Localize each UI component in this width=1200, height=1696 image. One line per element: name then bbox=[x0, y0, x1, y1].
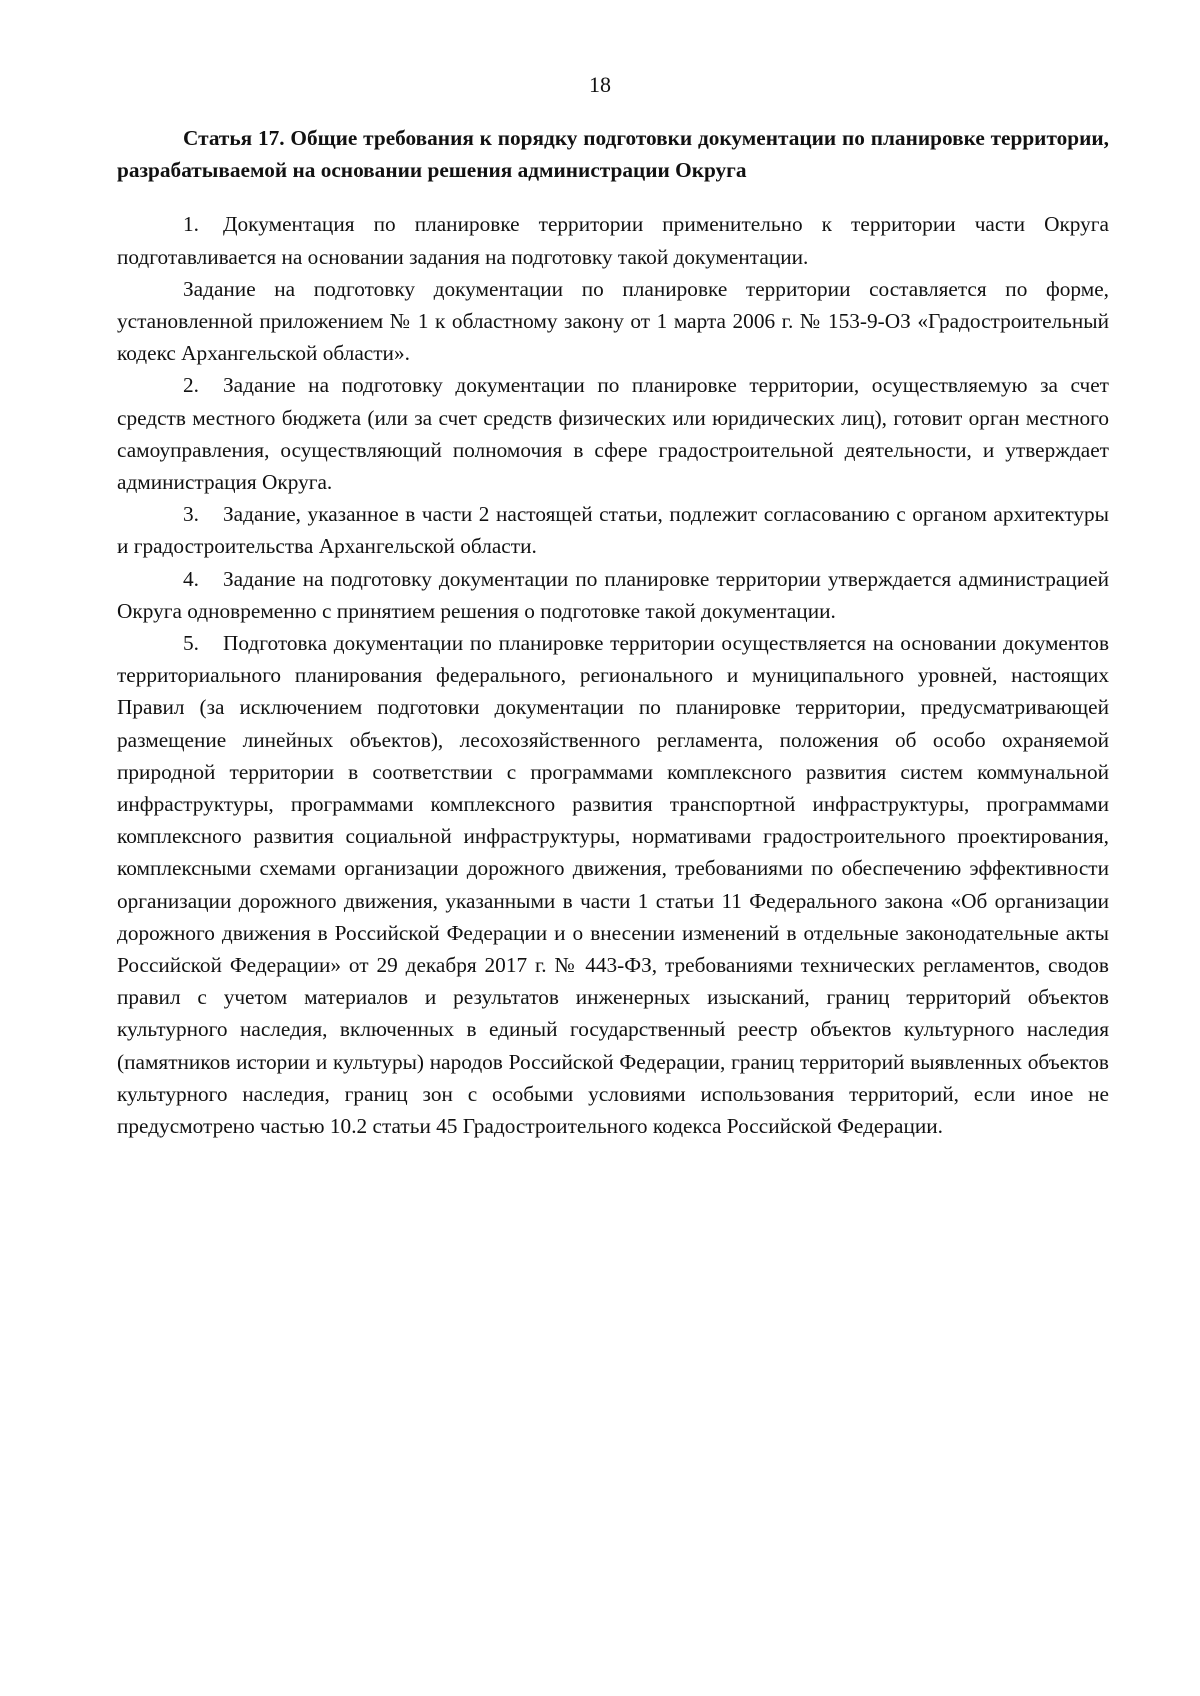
article-title: Статья 17. Общие требования к порядку подготовки документации по планировке территории, разрабатываемой на основании решения администрации Округа bbox=[117, 126, 1109, 183]
paragraph-number: 1. bbox=[183, 212, 199, 237]
paragraph-number: 2. bbox=[183, 373, 199, 398]
paragraph-text: Подготовка документации по планировке территории осуществляется на основании документов территориального планирования федерального, регионального и муниципального уровней, настоящих Правил (за исключением подготовки документации по планировке территории, предусматривающей размещение линейных объектов), лесохозяйственного регламента, положения об особо охраняемой природной территории в соответствии с программами комплексного развития систем коммунальной инфраструктуры, программами комплексного развития транспортной инфраструктуры, программами комплексного развития социальной инфраструктуры, нормативами градостроительного проектирования, комплексными схемами организации дорожного движения, требованиями по обеспечению эффективности организации дорожного движения, указанными в части 1 статьи 11 Федерального закона «Об организации дорожного движения в Российской Федерации и о внесении изменений в отдельные законодательные акты Российской Федерации» от 29 декабря 2017 г. № 443-ФЗ, требованиями технических регламентов, сводов правил с учетом материалов и результатов инженерных изысканий, границ территорий объектов культурного наследия, включенных в единый государственный реестр объектов культурного наследия (памятников истории и культуры) народов Российской Федерации, границ территорий выявленных объектов культурного наследия, границ зон с особыми условиями использования территорий, если иное не предусмотрено частью 10.2 статьи 45 Градостроительного кодекса Российской Федерации. bbox=[117, 631, 1109, 1139]
paragraph-1 bbox=[117, 208, 1109, 272]
paragraph-5 bbox=[117, 627, 1109, 1142]
paragraph-number: 3. bbox=[183, 502, 199, 527]
paragraph-text: Задание, указанное в части 2 настоящей статьи, подлежит согласованию с органом архитектуры и градостроительства Архангельской области. bbox=[117, 502, 1109, 559]
paragraph-text: Задание на подготовку документации по планировке территории утверждается администрацией Округа одновременно с принятием решения о подготовке такой документации. bbox=[117, 566, 1109, 623]
paragraph-1-continued bbox=[117, 273, 1109, 370]
paragraph-text: Задание на подготовку документации по планировке территории, осуществляемую за счет средств местного бюджета (или за счет средств физических или юридических лиц), готовит орган местного самоуправления, осуществляющий полномочия в сфере градостроительной деятельности, и утверждает администрация Округа. bbox=[117, 373, 1109, 495]
paragraph-2 bbox=[117, 369, 1109, 498]
paragraph-number: 5. bbox=[183, 631, 199, 656]
paragraph-3 bbox=[117, 498, 1109, 562]
document-body bbox=[117, 122, 1109, 1142]
paragraph-number: 4. bbox=[183, 566, 199, 591]
page-number: 18 bbox=[589, 72, 611, 97]
paragraph-text: Задание на подготовку документации по планировке территории составляется по форме, установленной приложением № 1 к областному закону от 1 марта 2006 г. № 153-9-ОЗ «Градостроительный кодекс Архангельской области». bbox=[117, 276, 1109, 366]
paragraph-text: Документация по планировке территории применительно к территории части Округа подготавливается на основании задания на подготовку такой документации. bbox=[117, 212, 1109, 269]
paragraph-4 bbox=[117, 563, 1109, 627]
